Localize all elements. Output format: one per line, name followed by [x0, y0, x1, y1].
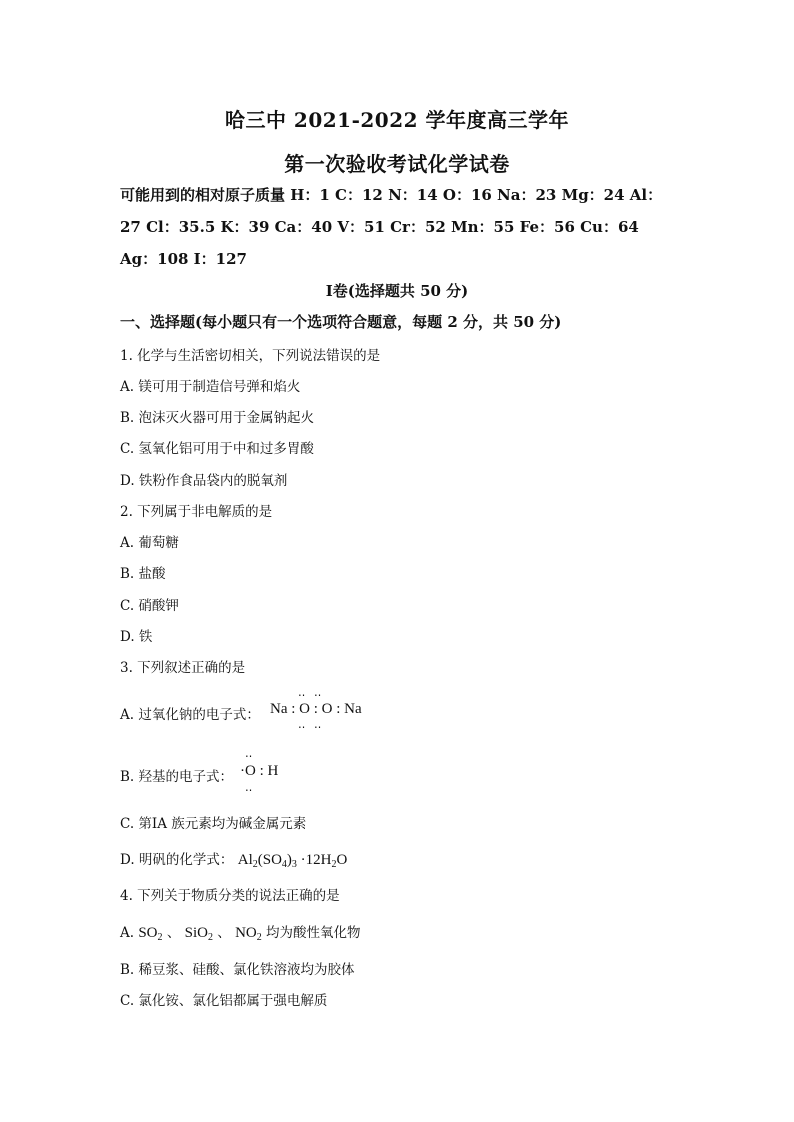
question-3-option-b: B. 羟基的电子式：	[120, 769, 234, 785]
question-4-option-a-text: 均为酸性氧化物	[261, 925, 361, 941]
question-4-stem: 4. 下列关于物质分类的说法正确的是	[120, 888, 340, 904]
question-3-stem: 3. 下列叙述正确的是	[120, 660, 246, 676]
exam-title-line1: 哈三中 2021-2022 学年度高三学年	[224, 108, 570, 132]
sio2-formula: SiO$_2$	[184, 925, 213, 943]
hydroxyl-electron-formula: ·O : H	[240, 763, 279, 779]
na2o2-dots-top: ‥ ‥	[298, 686, 323, 699]
exam-title-line2: 第一次验收考试化学试卷	[284, 152, 510, 176]
alum-formula: $Al_2(SO_4)_3 \cdot 12H_2O$	[237, 852, 348, 870]
na2o2-electron-formula: Na : O : O : Na	[270, 701, 362, 717]
oh-dots-bottom: ‥	[245, 781, 254, 794]
question-3-option-d-label: D. 明矾的化学式：	[120, 852, 234, 868]
question-2-option-a: A. 葡萄糖	[120, 535, 179, 551]
na2o2-dots-bottom: ‥ ‥	[298, 718, 323, 731]
question-4-option-a	[120, 921, 361, 943]
part-title: 一、选择题(每小题只有一个选项符合题意，每题 2 分，共 50 分)	[120, 313, 562, 331]
question-1-option-c: C. 氢氧化铝可用于中和过多胃酸	[120, 441, 314, 457]
atomic-mass-line2: 27 Cl：35.5 K：39 Ca：40 V：51 Cr：52 Mn：55 Fe：56 Cu：64	[120, 218, 639, 236]
separator-2: 、	[212, 925, 236, 941]
atomic-mass-line1: 可能用到的相对原子质量 H：1 C：12 N：14 O：16 Na：23 Mg：24 Al：	[120, 186, 663, 204]
question-3-option-a: A. 过氧化钠的电子式：	[120, 707, 260, 723]
question-2-stem: 2. 下列属于非电解质的是	[120, 504, 273, 520]
question-1-option-d: D. 铁粉作食品袋内的脱氧剂	[120, 473, 288, 489]
separator-1: 、	[162, 925, 181, 941]
oh-dots-top: ‥	[245, 747, 254, 760]
question-4-option-b: B. 稀豆浆、硅酸、氯化铁溶液均为胶体	[120, 962, 355, 978]
question-2-option-d: D. 铁	[120, 629, 153, 645]
no2-formula: $NO_2$	[235, 925, 262, 943]
section-title: Ⅰ卷(选择题共 50 分)	[325, 282, 469, 300]
question-2-option-b: B. 盐酸	[120, 566, 166, 582]
question-4-option-a-label: A.	[120, 925, 139, 941]
question-1-option-a: A. 镁可用于制造信号弹和焰火	[120, 379, 301, 395]
question-1-option-b: B. 泡沫灭火器可用于金属钠起火	[120, 410, 315, 426]
question-1-stem: 1. 化学与生活密切相关，下列说法错误的是	[120, 348, 381, 364]
so2-formula: $SO_2$	[138, 925, 163, 943]
question-3-option-d	[120, 848, 347, 870]
question-4-option-c: C. 氯化铵、氯化铝都属于强电解质	[120, 993, 328, 1009]
question-2-option-c: C. 硝酸钾	[120, 598, 179, 614]
question-3-option-c: C. 第ⅠA 族元素均为碱金属元素	[120, 816, 307, 832]
atomic-mass-line3: Ag：108 I：127	[120, 250, 247, 268]
